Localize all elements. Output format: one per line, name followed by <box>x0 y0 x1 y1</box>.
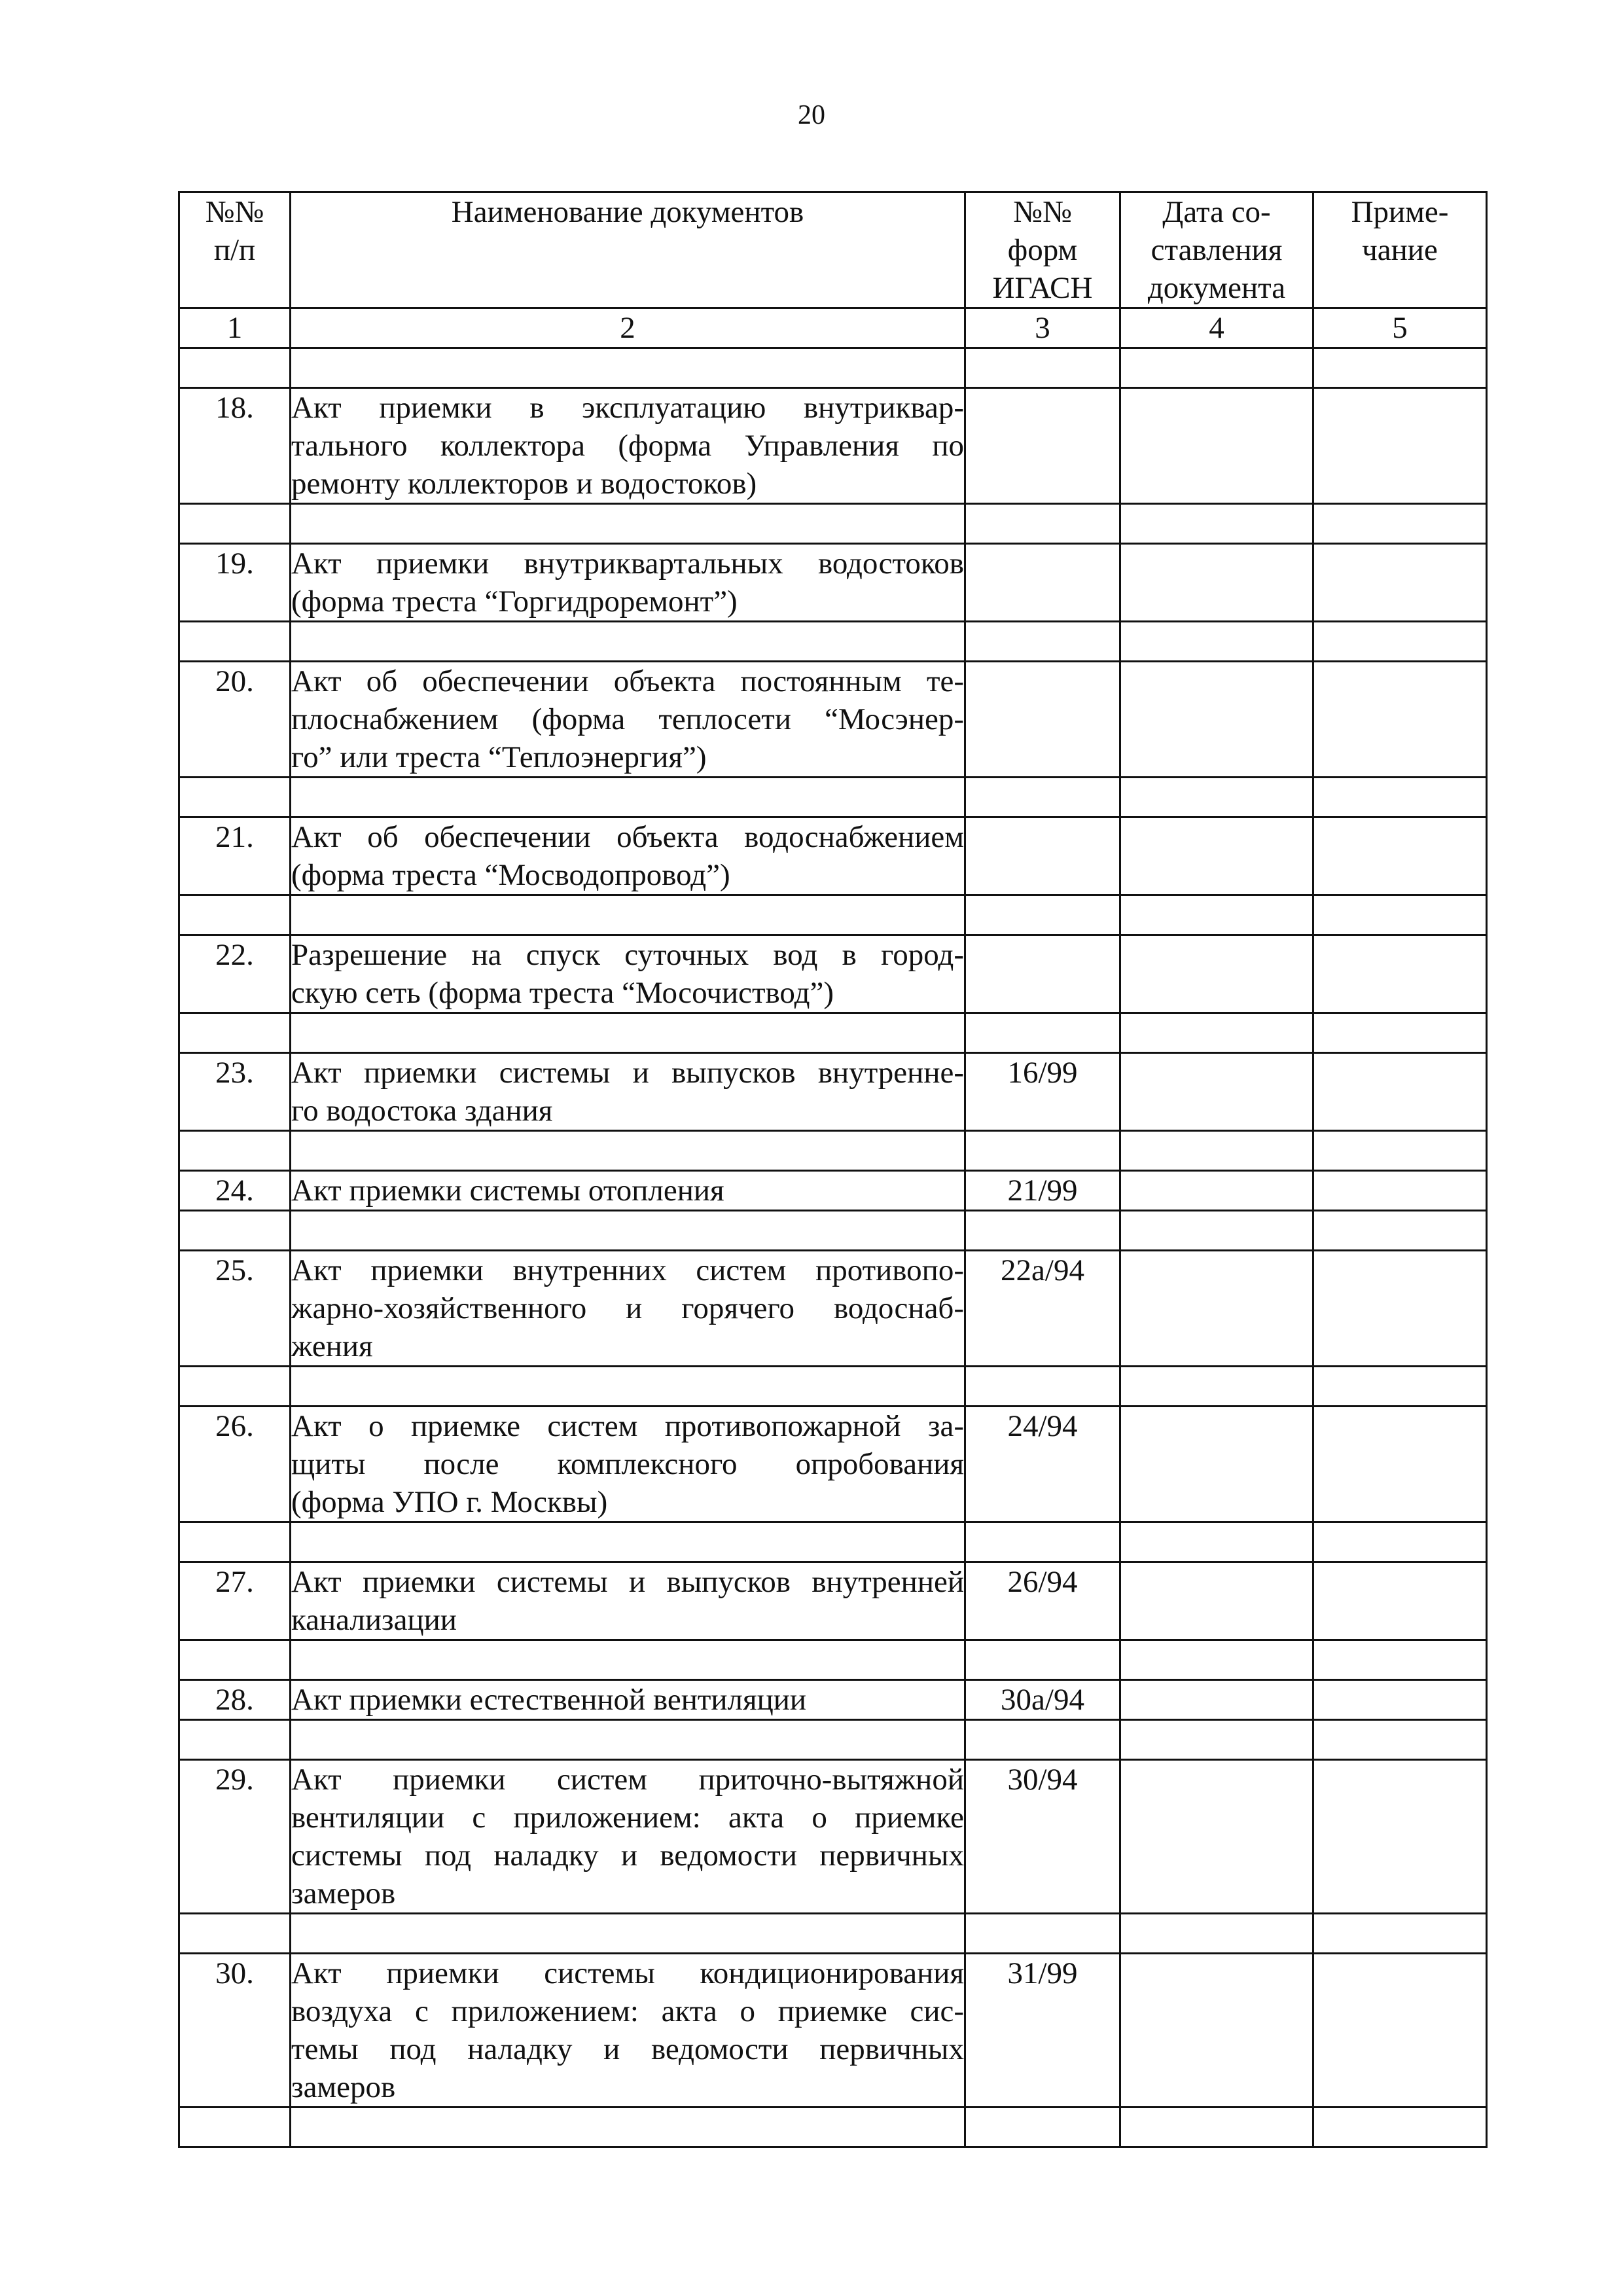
form-number <box>965 662 1120 778</box>
table-row <box>179 1562 1487 1640</box>
empty-cell <box>291 1013 965 1053</box>
empty-cell <box>1120 1640 1313 1680</box>
document-date <box>1120 817 1313 895</box>
row-number: 22. <box>179 935 291 1013</box>
empty-cell <box>291 2108 965 2147</box>
table-row <box>179 817 1487 895</box>
document-name-line: Акт приемки внутренних систем противопо- <box>291 1253 964 1287</box>
document-date <box>1120 1171 1313 1211</box>
form-number <box>965 544 1120 622</box>
header-form-number: №№ форм ИГАСН <box>965 192 1120 308</box>
document-name <box>291 1251 965 1367</box>
empty-cell <box>179 1013 291 1053</box>
empty-cell <box>1120 348 1313 388</box>
empty-cell <box>291 895 965 935</box>
document-name-line: тального коллектора (форма Управления по <box>291 429 964 463</box>
empty-cell <box>1120 622 1313 662</box>
column-number: 1 <box>179 308 291 348</box>
empty-cell <box>965 1522 1120 1562</box>
document-name-line: системы под наладку и ведомости первичных <box>291 1839 964 1873</box>
empty-cell <box>1313 1367 1487 1407</box>
table-row <box>179 1053 1487 1131</box>
empty-cell <box>1313 1013 1487 1053</box>
empty-cell <box>179 1367 291 1407</box>
document-name <box>291 662 965 778</box>
empty-cell <box>1313 348 1487 388</box>
document-date <box>1120 1053 1313 1131</box>
form-number: 22а/94 <box>965 1251 1120 1367</box>
document-name-line: Акт о приемке систем противопожарной за- <box>291 1409 964 1443</box>
empty-cell <box>291 504 965 544</box>
row-number: 26. <box>179 1407 291 1522</box>
column-number: 3 <box>965 308 1120 348</box>
document-date <box>1120 1760 1313 1914</box>
header-date: Дата со- ставления документа <box>1120 192 1313 308</box>
blank-spacer-row <box>179 348 1487 388</box>
document-date <box>1120 1680 1313 1720</box>
empty-cell <box>179 504 291 544</box>
document-date <box>1120 935 1313 1013</box>
row-number: 24. <box>179 1171 291 1211</box>
empty-cell <box>1313 1720 1487 1760</box>
note <box>1313 1562 1487 1640</box>
empty-cell <box>291 622 965 662</box>
document-name-line: ремонту коллекторов и водостоков) <box>291 467 757 501</box>
document-name-line: Акт об обеспечении объекта водоснабжением <box>291 820 964 854</box>
page-number: 20 <box>798 100 825 130</box>
empty-cell <box>179 1131 291 1171</box>
empty-cell <box>1120 1720 1313 1760</box>
document-name-line: Акт об обеспечении объекта постоянным те- <box>291 664 964 698</box>
empty-cell <box>1313 1131 1487 1171</box>
empty-cell <box>291 1131 965 1171</box>
document-name-line: Акт приемки естественной вентиляции <box>291 1683 807 1717</box>
note <box>1313 817 1487 895</box>
empty-cell <box>291 348 965 388</box>
empty-cell <box>965 1914 1120 1954</box>
form-number: 16/99 <box>965 1053 1120 1131</box>
row-number: 23. <box>179 1053 291 1131</box>
document-name-line: го водостока здания <box>291 1094 553 1128</box>
document-name-line: Акт приемки в эксплуатацию внутриквар- <box>291 391 964 425</box>
empty-cell <box>965 2108 1120 2147</box>
table-row <box>179 1954 1487 2108</box>
row-number: 29. <box>179 1760 291 1914</box>
note <box>1313 1760 1487 1914</box>
row-number: 28. <box>179 1680 291 1720</box>
header-row-number: №№ п/п <box>179 192 291 308</box>
document-name <box>291 1171 965 1211</box>
blank-spacer-row <box>179 1914 1487 1954</box>
table-row <box>179 1171 1487 1211</box>
empty-cell <box>1313 1211 1487 1251</box>
document-name-line: щиты после комплексного опробования <box>291 1447 964 1481</box>
empty-cell <box>179 2108 291 2147</box>
blank-spacer-row <box>179 778 1487 817</box>
document-date <box>1120 662 1313 778</box>
form-number: 24/94 <box>965 1407 1120 1522</box>
document-name-line: Акт приемки системы и выпусков внутренне- <box>291 1056 964 1090</box>
empty-cell <box>1313 2108 1487 2147</box>
document-date <box>1120 1407 1313 1522</box>
empty-cell <box>1313 504 1487 544</box>
empty-cell <box>1313 1640 1487 1680</box>
document-name-line: Акт приемки систем приточно-вытяжной <box>291 1763 964 1797</box>
row-number: 25. <box>179 1251 291 1367</box>
document-name-line: жарно-хозяйственного и горячего водоснаб- <box>291 1291 964 1325</box>
column-number: 5 <box>1313 308 1487 348</box>
table-body <box>179 348 1487 2147</box>
header-document-name: Наименование документов <box>291 192 965 308</box>
blank-spacer-row <box>179 1720 1487 1760</box>
empty-cell <box>965 895 1120 935</box>
column-number: 2 <box>291 308 965 348</box>
document-name-line: темы под наладку и ведомости первичных <box>291 2032 964 2066</box>
blank-spacer-row <box>179 622 1487 662</box>
blank-spacer-row <box>179 1131 1487 1171</box>
document-date <box>1120 388 1313 504</box>
form-number <box>965 817 1120 895</box>
form-number <box>965 388 1120 504</box>
table-row <box>179 388 1487 504</box>
document-name-line: плоснабжением (форма теплосети “Мосэнер- <box>291 702 964 736</box>
empty-cell <box>965 1131 1120 1171</box>
row-number: 27. <box>179 1562 291 1640</box>
document-name <box>291 544 965 622</box>
document-name <box>291 817 965 895</box>
blank-spacer-row <box>179 1013 1487 1053</box>
note <box>1313 1171 1487 1211</box>
document-name <box>291 1760 965 1914</box>
empty-cell <box>291 778 965 817</box>
empty-cell <box>965 1367 1120 1407</box>
document-date <box>1120 1562 1313 1640</box>
row-number: 19. <box>179 544 291 622</box>
document-name-line: Акт приемки системы и выпусков внутренней <box>291 1565 964 1599</box>
document-name-line: воздуха с приложением: акта о приемке сис- <box>291 1994 964 2028</box>
empty-cell <box>179 622 291 662</box>
table-row <box>179 1680 1487 1720</box>
documents-table <box>178 191 1488 2148</box>
form-number: 21/99 <box>965 1171 1120 1211</box>
row-number: 20. <box>179 662 291 778</box>
document-name-line: замеров <box>291 2070 396 2104</box>
empty-cell <box>965 622 1120 662</box>
empty-cell <box>179 1640 291 1680</box>
empty-cell <box>179 348 291 388</box>
empty-cell <box>291 1211 965 1251</box>
empty-cell <box>179 778 291 817</box>
document-name <box>291 1562 965 1640</box>
blank-spacer-row <box>179 1522 1487 1562</box>
document-name-line: (форма треста “Мосводопровод”) <box>291 858 730 892</box>
note <box>1313 544 1487 622</box>
document-date <box>1120 1251 1313 1367</box>
empty-cell <box>1120 2108 1313 2147</box>
empty-cell <box>179 1211 291 1251</box>
document-name-line: канализации <box>291 1603 457 1637</box>
document-name-line: жения <box>291 1329 373 1363</box>
blank-spacer-row <box>179 1211 1487 1251</box>
note <box>1313 1251 1487 1367</box>
note <box>1313 935 1487 1013</box>
empty-cell <box>291 1720 965 1760</box>
empty-cell <box>291 1522 965 1562</box>
empty-cell <box>1313 778 1487 817</box>
form-number: 30/94 <box>965 1760 1120 1914</box>
table-row <box>179 1251 1487 1367</box>
document-name-line: скую сеть (форма треста “Мосочиствод”) <box>291 976 834 1010</box>
document-name-line: Акт приемки системы кондиционирования <box>291 1956 964 1990</box>
header-note: Приме- чание <box>1313 192 1487 308</box>
empty-cell <box>965 1211 1120 1251</box>
document-name-line: Акт приемки системы отопления <box>291 1174 724 1208</box>
table-row <box>179 1760 1487 1914</box>
empty-cell <box>965 348 1120 388</box>
empty-cell <box>1120 1914 1313 1954</box>
form-number: 31/99 <box>965 1954 1120 2108</box>
blank-spacer-row <box>179 504 1487 544</box>
empty-cell <box>1313 622 1487 662</box>
empty-cell <box>179 895 291 935</box>
empty-cell <box>1120 1131 1313 1171</box>
note <box>1313 388 1487 504</box>
row-number: 18. <box>179 388 291 504</box>
empty-cell <box>965 504 1120 544</box>
document-name <box>291 388 965 504</box>
note <box>1313 1680 1487 1720</box>
blank-spacer-row <box>179 1367 1487 1407</box>
row-number: 21. <box>179 817 291 895</box>
row-number: 30. <box>179 1954 291 2108</box>
empty-cell <box>1120 778 1313 817</box>
column-number-row <box>179 308 1487 348</box>
note <box>1313 1407 1487 1522</box>
empty-cell <box>1313 895 1487 935</box>
form-number <box>965 935 1120 1013</box>
document-name-line: (форма УПО г. Москвы) <box>291 1485 608 1519</box>
empty-cell <box>291 1367 965 1407</box>
document-name-line: вентиляции с приложением: акта о приемке <box>291 1801 964 1835</box>
document-name-line: (форма треста “Горгидроремонт”) <box>291 584 738 619</box>
empty-cell <box>1120 1522 1313 1562</box>
table-row <box>179 1407 1487 1522</box>
empty-cell <box>291 1914 965 1954</box>
empty-cell <box>965 778 1120 817</box>
note <box>1313 662 1487 778</box>
empty-cell <box>1120 1013 1313 1053</box>
column-number: 4 <box>1120 308 1313 348</box>
document-name <box>291 1407 965 1522</box>
table-row <box>179 935 1487 1013</box>
document-name <box>291 1053 965 1131</box>
empty-cell <box>179 1522 291 1562</box>
blank-spacer-row <box>179 895 1487 935</box>
document-date <box>1120 544 1313 622</box>
empty-cell <box>1120 504 1313 544</box>
document-name <box>291 1680 965 1720</box>
empty-cell <box>179 1720 291 1760</box>
empty-cell <box>1120 1367 1313 1407</box>
empty-cell <box>1120 1211 1313 1251</box>
document-name <box>291 935 965 1013</box>
empty-cell <box>179 1914 291 1954</box>
document-name-line: Акт приемки внутриквартальных водостоков <box>291 547 964 581</box>
form-number: 26/94 <box>965 1562 1120 1640</box>
document-name-line: замеров <box>291 1876 396 1910</box>
note <box>1313 1954 1487 2108</box>
document-name-line: го” или треста “Теплоэнергия”) <box>291 740 707 774</box>
empty-cell <box>1313 1522 1487 1562</box>
table-row <box>179 662 1487 778</box>
empty-cell <box>291 1640 965 1680</box>
form-number: 30а/94 <box>965 1680 1120 1720</box>
document-date <box>1120 1954 1313 2108</box>
empty-cell <box>1313 1914 1487 1954</box>
table-row <box>179 544 1487 622</box>
blank-spacer-row <box>179 1640 1487 1680</box>
table-header-row <box>179 192 1487 308</box>
empty-cell <box>1120 895 1313 935</box>
document-name <box>291 1954 965 2108</box>
empty-cell <box>965 1640 1120 1680</box>
empty-cell <box>965 1013 1120 1053</box>
document-name-line: Разрешение на спуск суточных вод в город- <box>291 938 964 972</box>
empty-cell <box>965 1720 1120 1760</box>
note <box>1313 1053 1487 1131</box>
blank-spacer-row <box>179 2108 1487 2147</box>
